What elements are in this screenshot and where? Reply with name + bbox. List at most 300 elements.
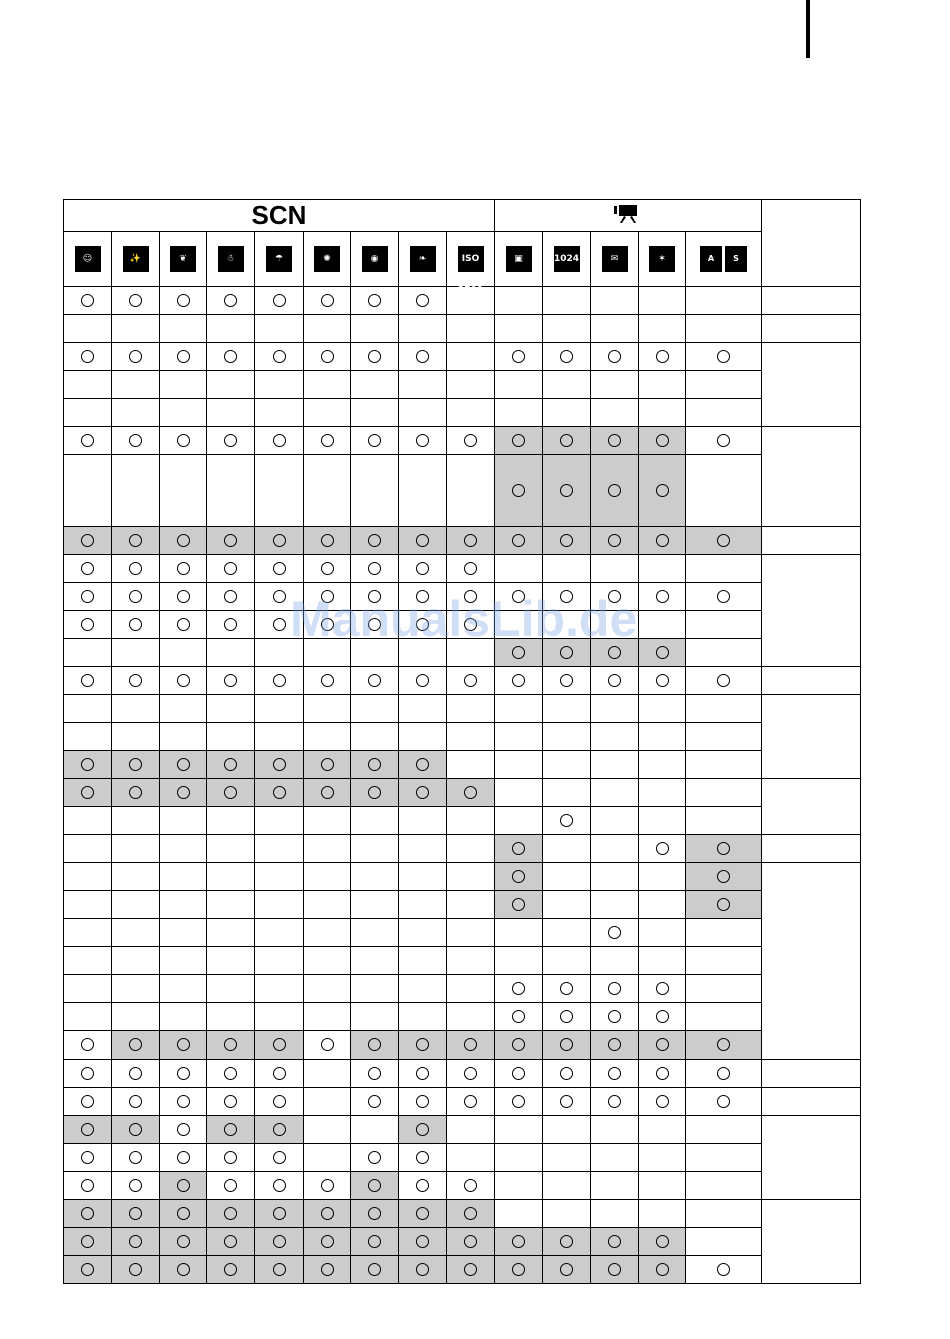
function-availability-table: [63, 199, 861, 1284]
available-circle-icon: [129, 618, 142, 631]
table-row: [64, 919, 861, 947]
table-cell: [351, 1256, 399, 1284]
table-cell: [639, 639, 686, 667]
table-row: [64, 975, 861, 1003]
table-cell: [112, 371, 160, 399]
table-cell: [112, 399, 160, 427]
table-cell: [351, 863, 399, 891]
table-cell: [207, 919, 255, 947]
table-cell: [160, 583, 207, 611]
table-cell: [207, 455, 255, 527]
scn-mode-cell: [207, 232, 255, 287]
available-circle-icon: [368, 758, 381, 771]
table-cell: [447, 667, 495, 695]
table-cell: [304, 399, 351, 427]
table-cell: [686, 1116, 762, 1144]
available-circle-icon: [129, 1067, 142, 1080]
table-cell: [351, 371, 399, 399]
available-circle-icon: [81, 1151, 94, 1164]
table-cell: [304, 555, 351, 583]
available-circle-icon: [512, 674, 525, 687]
table-cell: [160, 1200, 207, 1228]
table-cell: [304, 947, 351, 975]
table-cell: [351, 315, 399, 343]
table-cell: [591, 371, 639, 399]
table-cell: [686, 1003, 762, 1031]
table-cell: [639, 583, 686, 611]
table-cell: [495, 399, 543, 427]
table-cell: [64, 779, 112, 807]
table-cell: [399, 315, 447, 343]
available-circle-icon: [177, 294, 190, 307]
table-cell: [591, 399, 639, 427]
table-cell: [207, 399, 255, 427]
table-cell: [64, 667, 112, 695]
table-cell: [591, 891, 639, 919]
table-cell: [447, 779, 495, 807]
available-circle-icon: [224, 1095, 237, 1108]
available-circle-icon: [129, 1095, 142, 1108]
table-cell: [160, 611, 207, 639]
available-circle-icon: [81, 350, 94, 363]
available-circle-icon: [177, 1235, 190, 1248]
table-cell: [591, 1031, 639, 1060]
table-row: [64, 1116, 861, 1144]
table-cell: [351, 455, 399, 527]
table-cell: [255, 863, 304, 891]
table-cell: [112, 667, 160, 695]
available-circle-icon: [608, 534, 621, 547]
beach-icon: ☂: [266, 246, 292, 272]
table-row: [64, 779, 861, 807]
available-circle-icon: [177, 1038, 190, 1051]
scn-mode-cell: [255, 232, 304, 287]
table-cell: [64, 555, 112, 583]
table-cell: [543, 695, 591, 723]
table-cell: [639, 427, 686, 455]
available-circle-icon: [512, 484, 525, 497]
table-cell: [591, 1003, 639, 1031]
table-cell: [495, 723, 543, 751]
available-circle-icon: [656, 484, 669, 497]
table-cell: [399, 1144, 447, 1172]
table-cell: [351, 1031, 399, 1060]
table-cell: [447, 371, 495, 399]
available-circle-icon: [416, 534, 429, 547]
notes-cell: [762, 555, 861, 667]
notes-cell: [762, 1116, 861, 1200]
table-cell: [591, 1088, 639, 1116]
available-circle-icon: [368, 350, 381, 363]
available-circle-icon: [560, 674, 573, 687]
table-cell: [447, 1031, 495, 1060]
table-cell: [112, 1116, 160, 1144]
table-cell: [207, 1031, 255, 1060]
available-circle-icon: [224, 294, 237, 307]
table-cell: [64, 583, 112, 611]
available-circle-icon: [129, 434, 142, 447]
table-cell: [160, 1116, 207, 1144]
table-cell: [639, 1256, 686, 1284]
table-cell: [160, 1088, 207, 1116]
table-cell: [399, 667, 447, 695]
table-cell: [447, 1256, 495, 1284]
table-cell: [160, 1060, 207, 1088]
table-row: [64, 723, 861, 751]
movie-header: [495, 200, 762, 232]
table-cell: [447, 1172, 495, 1200]
table-cell: [64, 863, 112, 891]
table-cell: [64, 1088, 112, 1116]
movie-1024-icon: 1024: [554, 246, 580, 272]
table-cell: [686, 1228, 762, 1256]
table-cell: [112, 1256, 160, 1284]
table-row: [64, 1088, 861, 1116]
available-circle-icon: [321, 674, 334, 687]
table-cell: [399, 1003, 447, 1031]
table-cell: [64, 1172, 112, 1200]
available-circle-icon: [512, 1095, 525, 1108]
table-cell: [639, 807, 686, 835]
table-cell: [351, 807, 399, 835]
available-circle-icon: [81, 534, 94, 547]
available-circle-icon: [416, 1038, 429, 1051]
available-circle-icon: [321, 1235, 334, 1248]
aquarium-icon: ◉: [362, 246, 388, 272]
table-cell: [304, 1060, 351, 1088]
table-cell: [639, 1031, 686, 1060]
table-cell: [495, 427, 543, 455]
table-cell: [639, 1003, 686, 1031]
table-cell: [255, 455, 304, 527]
available-circle-icon: [321, 1207, 334, 1220]
available-circle-icon: [608, 484, 621, 497]
available-circle-icon: [416, 786, 429, 799]
table-cell: [447, 723, 495, 751]
available-circle-icon: [321, 758, 334, 771]
table-cell: [64, 1003, 112, 1031]
table-cell: [495, 751, 543, 779]
scn-mode-cell: [112, 232, 160, 287]
available-circle-icon: [321, 562, 334, 575]
table-cell: [255, 667, 304, 695]
available-circle-icon: [608, 1235, 621, 1248]
available-circle-icon: [368, 1235, 381, 1248]
table-cell: [207, 343, 255, 371]
table-cell: [686, 1256, 762, 1284]
table-cell: [447, 527, 495, 555]
table-cell: [543, 1088, 591, 1116]
available-circle-icon: [273, 1263, 286, 1276]
available-circle-icon: [177, 534, 190, 547]
table-cell: [447, 863, 495, 891]
table-cell: [686, 611, 762, 639]
available-circle-icon: [273, 758, 286, 771]
table-cell: [64, 975, 112, 1003]
available-circle-icon: [129, 350, 142, 363]
table-cell: [207, 835, 255, 863]
available-circle-icon: [177, 434, 190, 447]
header-blank-cell: [762, 200, 861, 287]
table-cell: [160, 527, 207, 555]
table-row: [64, 807, 861, 835]
table-cell: [495, 287, 543, 315]
table-cell: [639, 975, 686, 1003]
available-circle-icon: [512, 434, 525, 447]
available-circle-icon: [560, 814, 573, 827]
available-circle-icon: [717, 434, 730, 447]
table-cell: [447, 427, 495, 455]
table-cell: [351, 1116, 399, 1144]
table-cell: [543, 1003, 591, 1031]
table-cell: [591, 695, 639, 723]
available-circle-icon: [224, 350, 237, 363]
table-cell: [304, 807, 351, 835]
table-cell: [207, 751, 255, 779]
table-cell: [447, 1200, 495, 1228]
table-cell: [591, 1200, 639, 1228]
available-circle-icon: [224, 1263, 237, 1276]
available-circle-icon: [224, 1038, 237, 1051]
available-circle-icon: [368, 786, 381, 799]
table-row: [64, 1200, 861, 1228]
table-cell: [64, 527, 112, 555]
available-circle-icon: [224, 562, 237, 575]
table-cell: [447, 835, 495, 863]
table-cell: [255, 919, 304, 947]
notes-cell: [762, 667, 861, 695]
table-cell: [399, 455, 447, 527]
table-cell: [64, 835, 112, 863]
available-circle-icon: [608, 1067, 621, 1080]
table-cell: [304, 1228, 351, 1256]
table-cell: [639, 611, 686, 639]
table-cell: [495, 527, 543, 555]
available-circle-icon: [608, 1038, 621, 1051]
table-cell: [255, 891, 304, 919]
table-cell: [591, 863, 639, 891]
available-circle-icon: [81, 674, 94, 687]
table-cell: [399, 527, 447, 555]
table-cell: [543, 1172, 591, 1200]
table-cell: [112, 1228, 160, 1256]
table-cell: [639, 555, 686, 583]
table-cell: [207, 1256, 255, 1284]
available-circle-icon: [224, 618, 237, 631]
table-cell: [207, 1088, 255, 1116]
table-cell: [639, 751, 686, 779]
table-cell: [686, 287, 762, 315]
table-cell: [543, 343, 591, 371]
table-cell: [399, 751, 447, 779]
available-circle-icon: [224, 758, 237, 771]
table-cell: [351, 975, 399, 1003]
table-cell: [255, 695, 304, 723]
table-cell: [207, 427, 255, 455]
table-cell: [351, 751, 399, 779]
available-circle-icon: [717, 1095, 730, 1108]
available-circle-icon: [129, 786, 142, 799]
table-cell: [639, 455, 686, 527]
table-cell: [686, 947, 762, 975]
table-cell: [591, 427, 639, 455]
table-cell: [591, 1116, 639, 1144]
available-circle-icon: [512, 1038, 525, 1051]
iso3200-icon: ISO 3200: [458, 246, 484, 272]
table-cell: [160, 287, 207, 315]
table-cell: [543, 891, 591, 919]
table-cell: [399, 1031, 447, 1060]
available-circle-icon: [464, 434, 477, 447]
available-circle-icon: [656, 842, 669, 855]
table-cell: [304, 1116, 351, 1144]
available-circle-icon: [656, 590, 669, 603]
available-circle-icon: [81, 1235, 94, 1248]
table-cell: [639, 919, 686, 947]
available-circle-icon: [368, 1067, 381, 1080]
available-circle-icon: [608, 434, 621, 447]
table-cell: [447, 1088, 495, 1116]
available-circle-icon: [717, 1263, 730, 1276]
table-cell: [304, 427, 351, 455]
available-circle-icon: [717, 590, 730, 603]
table-cell: [207, 807, 255, 835]
table-cell: [255, 1116, 304, 1144]
table-cell: [64, 807, 112, 835]
table-row: [64, 1144, 861, 1172]
movie-mode-cell: [591, 232, 639, 287]
table-cell: [351, 1172, 399, 1200]
available-circle-icon: [129, 1263, 142, 1276]
available-circle-icon: [273, 1038, 286, 1051]
table-cell: [495, 315, 543, 343]
table-cell: [351, 527, 399, 555]
table-cell: [112, 343, 160, 371]
available-circle-icon: [464, 562, 477, 575]
available-circle-icon: [224, 786, 237, 799]
table-cell: [639, 1088, 686, 1116]
table-cell: [255, 1144, 304, 1172]
available-circle-icon: [177, 758, 190, 771]
available-circle-icon: [224, 1179, 237, 1192]
available-circle-icon: [177, 1095, 190, 1108]
table-cell: [447, 695, 495, 723]
watermark: ManualsLib.de: [290, 591, 638, 647]
available-circle-icon: [81, 1179, 94, 1192]
available-circle-icon: [177, 1067, 190, 1080]
table-cell: [543, 779, 591, 807]
table-cell: [686, 1200, 762, 1228]
table-cell: [591, 975, 639, 1003]
table-row: [64, 1060, 861, 1088]
available-circle-icon: [81, 1067, 94, 1080]
available-circle-icon: [368, 562, 381, 575]
available-circle-icon: [224, 534, 237, 547]
table-cell: [160, 427, 207, 455]
table-cell: [255, 527, 304, 555]
table-cell: [639, 1172, 686, 1200]
available-circle-icon: [273, 434, 286, 447]
table-cell: [495, 1256, 543, 1284]
table-cell: [447, 555, 495, 583]
scn-label: SCN: [251, 200, 307, 230]
table-cell: [64, 1116, 112, 1144]
table-cell: [447, 891, 495, 919]
available-circle-icon: [177, 1207, 190, 1220]
available-circle-icon: [416, 294, 429, 307]
available-circle-icon: [129, 1235, 142, 1248]
table-row: [64, 371, 861, 399]
table-cell: [495, 863, 543, 891]
table-cell: [64, 1144, 112, 1172]
available-circle-icon: [224, 590, 237, 603]
table-cell: [351, 667, 399, 695]
table-row: [64, 863, 861, 891]
table-cell: [351, 723, 399, 751]
table-cell: [304, 891, 351, 919]
table-cell: [399, 863, 447, 891]
table-cell: [591, 555, 639, 583]
notes-cell: [762, 695, 861, 779]
table-cell: [160, 863, 207, 891]
table-cell: [160, 695, 207, 723]
table-cell: [255, 371, 304, 399]
table-cell: [591, 455, 639, 527]
table-cell: [447, 947, 495, 975]
table-row: [64, 315, 861, 343]
available-circle-icon: [560, 350, 573, 363]
available-circle-icon: [368, 1151, 381, 1164]
table-cell: [591, 723, 639, 751]
table-row: [64, 555, 861, 583]
table-cell: [639, 527, 686, 555]
table-cell: [112, 807, 160, 835]
table-cell: [686, 891, 762, 919]
table-cell: [447, 399, 495, 427]
available-circle-icon: [224, 434, 237, 447]
available-circle-icon: [129, 1207, 142, 1220]
notes-cell: [762, 315, 861, 343]
table-cell: [351, 1144, 399, 1172]
table-cell: [591, 751, 639, 779]
available-circle-icon: [512, 898, 525, 911]
available-circle-icon: [81, 786, 94, 799]
available-circle-icon: [512, 350, 525, 363]
table-cell: [399, 287, 447, 315]
available-circle-icon: [656, 1038, 669, 1051]
table-cell: [686, 751, 762, 779]
table-cell: [399, 399, 447, 427]
table-cell: [495, 455, 543, 527]
table-cell: [112, 835, 160, 863]
available-circle-icon: [512, 534, 525, 547]
table-cell: [160, 343, 207, 371]
available-circle-icon: [416, 758, 429, 771]
table-cell: [255, 723, 304, 751]
table-cell: [304, 315, 351, 343]
table-cell: [543, 667, 591, 695]
table-cell: [591, 527, 639, 555]
available-circle-icon: [560, 1067, 573, 1080]
table-cell: [399, 1256, 447, 1284]
table-cell: [686, 807, 762, 835]
table-cell: [639, 399, 686, 427]
available-circle-icon: [656, 1263, 669, 1276]
available-circle-icon: [560, 1010, 573, 1023]
table-cell: [686, 1144, 762, 1172]
available-circle-icon: [656, 1235, 669, 1248]
available-circle-icon: [321, 1038, 334, 1051]
